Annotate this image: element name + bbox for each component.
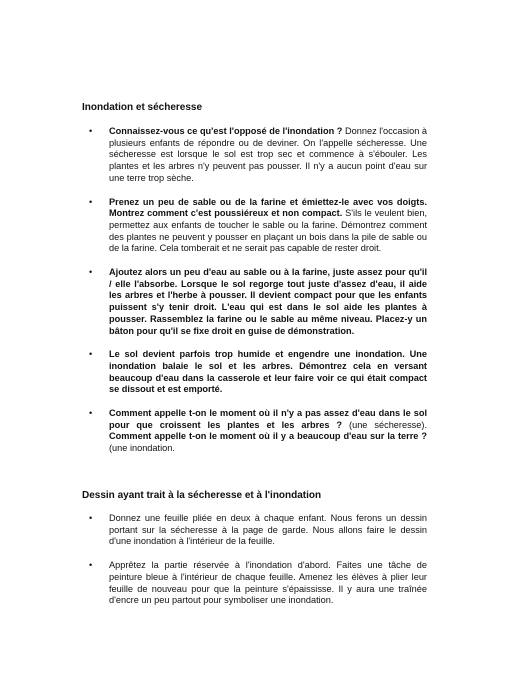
item-text: Donnez une feuille pliée en deux à chaque enfant. Nous ferons un dessin portant sur la sécheresse à la page de garde. Nous allons faire le dessin d'une inondation à l'intérieur de la feuille.: [109, 513, 427, 547]
drawing-list: [85, 513, 427, 607]
bullet-icon: •: [89, 126, 93, 136]
item-bold-text: Ajoutez alors un peu d'eau au sable ou à la farine, juste assez pour qu'il / elle l'absorbe. Lorsque le sol regorge tout juste d'assez d'eau, il aide les arbres et l'herbe à pousser. Il devient compact pour que les enfants puissent s'y tenir droit. L'eau qui est dans le sol aide les plantes à pousser. Rassemblez la farine ou le sable au même niveau. Placez-y un bâton pour qu'il se fixe droit en guise de démonstration.: [109, 267, 427, 336]
list-item: [85, 126, 427, 185]
section-heading-inondation: Inondation et sécheresse: [82, 102, 203, 113]
list-item: [85, 408, 427, 455]
bullet-icon: •: [89, 267, 93, 278]
bullet-icon: •: [89, 196, 93, 207]
item-bold-text: Prenez un peu de sable ou de la farine et émiettez-le avec vos doigts. Montrez comment c'est poussiéreux et non compact.: [109, 196, 427, 219]
list-item: [85, 267, 427, 337]
section-heading-dessin: Dessin ayant trait à la sécheresse et à l'inondation: [82, 490, 322, 501]
list-item: [85, 513, 427, 548]
list-item: [85, 560, 427, 607]
list-item: [85, 197, 427, 256]
item-bold-text: Le sol devient parfois trop humide et engendre une inondation. Une inondation balaie le sol et les arbres. Démontrez cela en versant beaucoup d'eau dans la casserole et leur faire voir ce qui était compact se dissout et est emporté.: [109, 349, 427, 395]
item-bold-text: Connaissez-vous ce qu'est l'opposé de l'inondation ?: [109, 126, 343, 136]
bullet-icon: •: [89, 408, 93, 419]
item-bold-text: Comment appelle t-on le moment où il n'y a pas assez d'eau dans le sol pour que croissent les plantes et les arbres ?: [109, 408, 427, 430]
bullet-icon: •: [89, 349, 93, 360]
item-text: (une sécheresse).: [342, 419, 427, 430]
item-bold-text-2: Comment appelle t-on le moment où il y a beaucoup d'eau sur la terre ?: [109, 431, 427, 442]
activity-list: [85, 126, 427, 455]
item-text: S'ils le veulent bien, permettez aux enfants de toucher le sable ou la farine. Démontrez comment des plantes ne peuvent y pousser en plaçant un bois dans la pile de sable ou de la farine. Cela tomberait et ne serait pas capable de rester droit.: [109, 208, 427, 254]
list-item: [85, 349, 427, 396]
bullet-icon: •: [89, 513, 93, 523]
item-text-2: (une inondation.: [109, 443, 175, 454]
bullet-icon: •: [89, 560, 93, 571]
item-text: Apprêtez la partie réservée à l'inondation d'abord. Faites une tâche de peinture bleue à l'intérieur de chaque feuille. Amenez les élèves à plier leur feuille de nouveau pour que la peinture s'épaississe. Il y aura une traînée d'encre un peu partout pour symboliser une inondation.: [109, 560, 427, 606]
item-text: Donnez l'occasion à plusieurs enfants de répondre ou de deviner. On l'appelle sécheresse. Une sécheresse est lorsque le sol est trop sec et commence à s'ébouler. Les plantes et les arbres n'y peuvent pas pousser. Il n'y a aucun point d'eau sur une terre trop sèche.: [109, 126, 427, 183]
